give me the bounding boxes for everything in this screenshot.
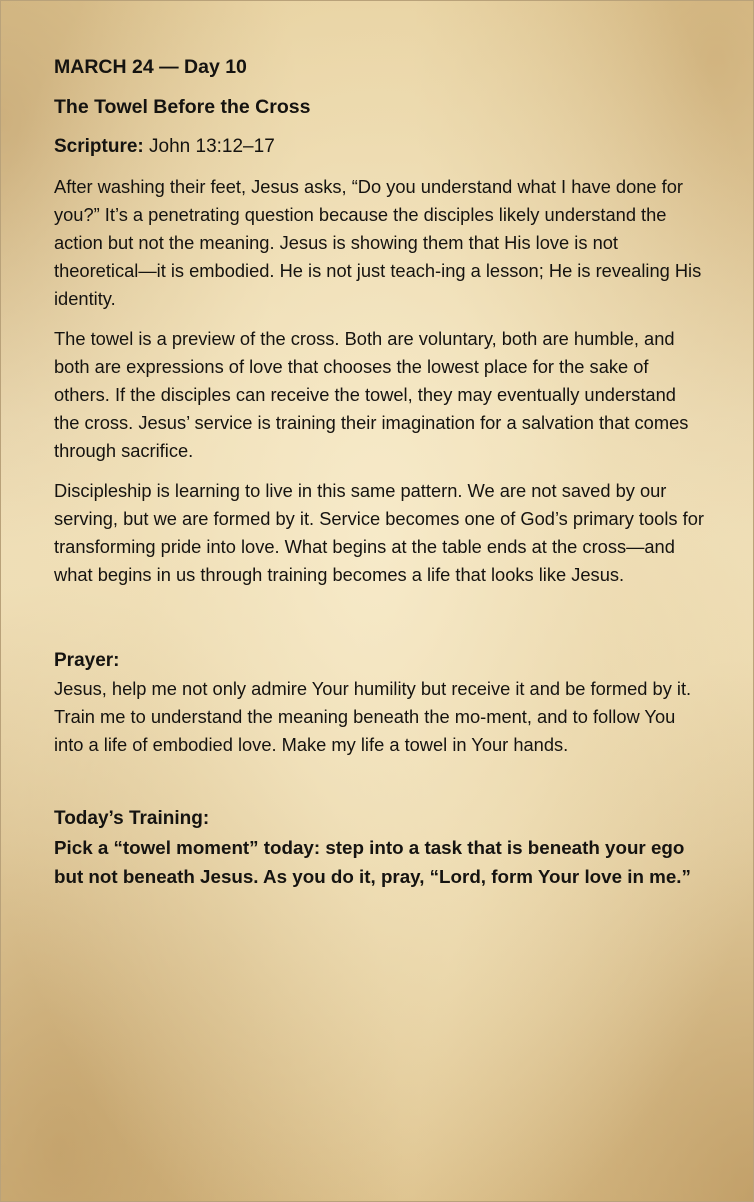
prayer-label: Prayer: bbox=[54, 650, 120, 671]
body-paragraph-1: After washing their feet, Jesus asks, “Do you understand what I have done for you?” It’s a penetrating question because the disciples likely understand the action but not the meaning. Jesus is showing them that His love is not theoretical—it is embodied. He is not just teach-ing a lesson; He is revealing His identity. bbox=[54, 176, 702, 309]
scripture-line bbox=[54, 133, 704, 161]
training-text: Pick a “towel moment” today: step into a task that is beneath your ego but not beneath Jesus. As you do it, pray, “Lord, form Your love in me.” bbox=[54, 837, 691, 887]
scripture-label: Scripture: bbox=[54, 136, 144, 157]
date-line: MARCH 24 — Day 10 bbox=[54, 56, 247, 78]
prayer-text: Jesus, help me not only admire Your humility but receive it and be formed by it. Train me to understand the meaning beneath the mo-ment, and to follow You into a life of embodied love. Make my life a towel in Your hands. bbox=[54, 678, 692, 755]
devotional-title: The Towel Before the Cross bbox=[54, 96, 311, 118]
training-label: Today’s Training: bbox=[54, 808, 210, 829]
training-section bbox=[54, 805, 704, 891]
page-content bbox=[54, 53, 704, 891]
body-paragraph-2: The towel is a preview of the cross. Both are voluntary, both are humble, and both are expressions of love that chooses the lowest place for the sake of others. If the disciples can receive the towel, they may eventually understand the cross. Jesus’ service is training their imagination for a salvation that comes through sacrifice. bbox=[54, 328, 689, 461]
scripture-reference: John 13:12–17 bbox=[149, 136, 275, 157]
prayer-section bbox=[54, 647, 704, 759]
body-paragraph-3: Discipleship is learning to live in this same pattern. We are not saved by our serving, but we are formed by it. Service becomes one of God’s primary tools for transforming pride into love. What begins at the table ends at the cross—and what begins in us through training becomes a life that looks like Jesus. bbox=[54, 480, 704, 585]
